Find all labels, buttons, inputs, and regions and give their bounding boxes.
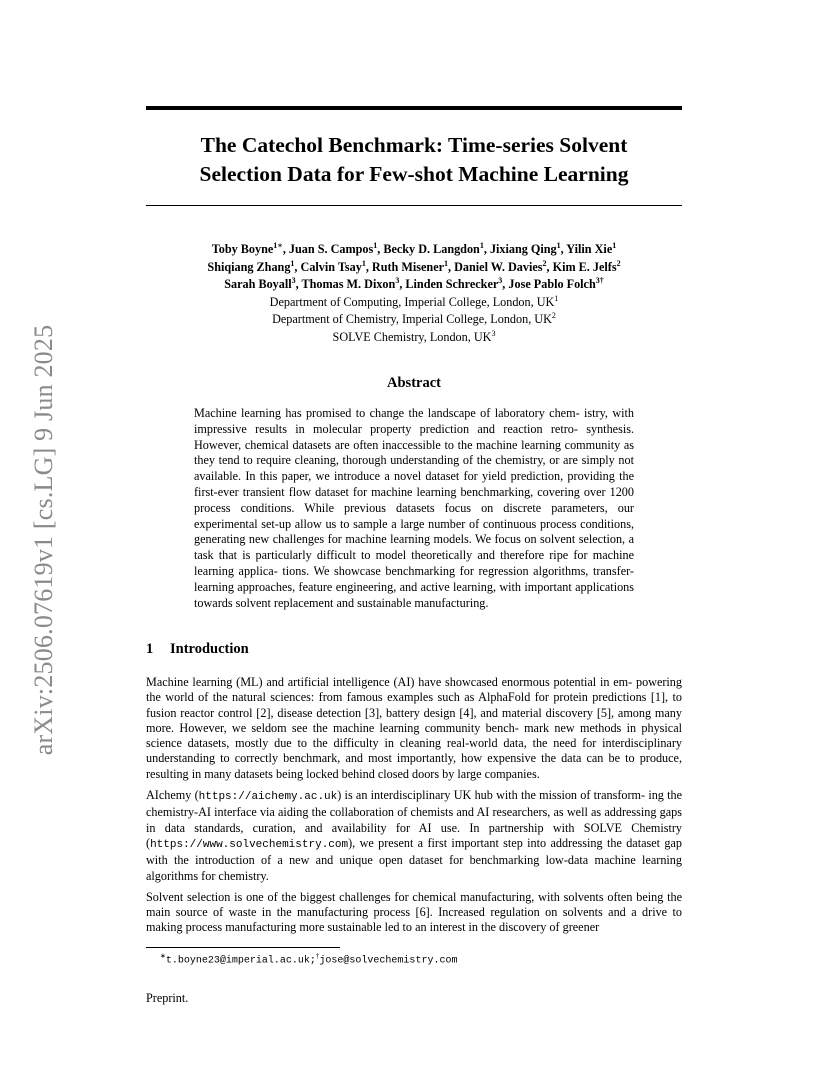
title-line: The Catechol Benchmark: Time-series Solvent [200,133,628,157]
abstract-text [194,406,634,611]
affiliation: SOLVE Chemistry, London, $UK^3$ [332,328,496,344]
author-affiliation-mark: 1∗ [273,240,283,250]
author-name: , Ruth Misener [365,259,445,274]
author-affiliation-mark: 3 [291,276,296,286]
title-top-rule [146,106,682,110]
author-affiliation-mark: 1 [290,258,295,268]
author-name: , Juan S. Campos [282,242,374,256]
text-line: large companies. [457,766,540,781]
text-line: for yield prediction, providing the first-ever transient flow dataset for machine [194,469,634,499]
text-line: machine learning models. We focus on solvent selection, a task that is particularly [194,532,634,563]
section-number: 1 [146,641,154,657]
author-name: , Daniel W. Davies [448,259,543,274]
text-line: tions. We showcase benchmarking for regression algorithms, transfer-learning [194,563,634,594]
abstract-heading: Abstract [387,375,441,391]
author-affiliation-mark: 2 [542,258,547,268]
text-line: being the main source of waste in the manufacturing process [6]. Increased regulation on solvents and [146,889,682,920]
author-affiliation-mark: 1 [556,240,561,250]
author-affiliation-mark: 1 [479,240,484,250]
paper-title [146,131,682,189]
footer-label: Preprint. [146,991,189,1005]
author-name: , Calvin Tsay [294,259,362,274]
author-block [146,241,682,347]
author-name: , Linden Schrecker [399,277,499,292]
author-name: Sarah Boyall [224,277,292,292]
text-line: mark new methods in physical science datasets, mostly due to the difficulty in cleaning real-world [146,720,682,751]
author-affiliation-mark: 3† [595,276,604,286]
author-affiliation-mark: 2 [616,258,621,268]
title-line: Selection Data for Few-shot Machine Learning [199,162,629,186]
paragraph [146,890,682,936]
affiliation: Department of Computing, Imperial College, London, $UK^1$ [269,293,559,309]
text-line: data, the need for interdisciplinary understanding to correctly benchmark, and most importantly, how [146,736,682,766]
text-line: difficult to model theoretically and therefore ripe for machine learning applica- [194,548,634,578]
affiliation: Department of Chemistry, Imperial College, London, $UK^2$ [272,311,556,327]
text-line: discovery [5], among many more. However, we seldom see the machine learning community bench- [146,705,682,735]
text-line: datasets focus on discrete parameters, our experimental set-up allow us to sample [194,500,634,531]
author-name: , Yilin Xie [560,242,613,256]
text-line: istry, with impressive results in molecular property prediction and reaction retro- [194,406,634,436]
text-line: expensive the data can be to produce, resulting in many datasets being locked behind closed doors by [146,751,682,781]
author-affiliation-mark: 1 [373,240,378,250]
affiliation-list [146,294,682,347]
author-affiliation-mark: 1 [444,258,449,268]
paragraph: AIchemy (https://aichemy.ac.uk) is an interdisciplinary UK hub with the mission of transform- ing the chemistry-AI interface via aiding the collaboration of chemists and AI researchers, as well as addressing gaps in data standards, curation, and availability for AI use. In partnership with SOLVE Chemistry (https://www.solvechemistry.com), we present a first important step into addressing the dataset gap with the introduction of a new and unique open dataset for benchmarking low-data machine learning algorithms for chemistry. [146,788,683,883]
text-line: learning benchmarking, covering over 1200 process conditions. While previous [194,484,634,515]
body-text [146,675,682,942]
text-line: learning community as they tend to require cleaning, thorough understanding of the [194,437,634,468]
author-name: , Kim E. Jelfs [546,259,617,274]
text-line: Solvent selection is one of the biggest challenges for chemical manufacturing, with solvents often [146,889,637,904]
author-line [146,276,682,294]
text-line: towards solvent replacement and sustainable manufacturing. [194,595,489,610]
text-line: approaches, feature engineering, and active learning, with important applications [237,579,635,594]
author-affiliation-mark: 3 [395,276,400,286]
paragraph [146,675,682,782]
footnote: ∗t.boyne23@imperial.ac.uk;†jose@solvechemistry.com [160,952,458,967]
title-bottom-rule [146,205,682,206]
text-line: a drive to making process manufacturing more sustainable led to an interest in the discovery of greener [146,905,682,935]
section-title: Introduction [170,641,249,657]
text-line: predictions [1], to fusion reactor control [2], disease detection [3], battery design [4], and material [146,690,682,720]
solve-chemistry-link[interactable]: https://www.solvechemistry.com [150,838,349,851]
author-affiliation-mark: 1 [361,258,366,268]
text-line: chemistry, or are simply not available. In this paper, we introduce a novel dataset [194,453,634,484]
author-name: Shiqiang Zhang [207,259,291,274]
footnote-rule [146,947,340,948]
author-name: , Thomas M. Dixon [295,277,396,292]
author-line [146,259,682,277]
aichemy-link[interactable]: https://aichemy.ac.uk [198,791,338,804]
arxiv-stamp: arXiv:2506.07619v1 [cs.LG] 9 Jun 2025 [29,324,58,756]
text-line: Machine learning (ML) and artificial intelligence (AI) have showcased enormous potential in em- [146,675,636,689]
text-line: synthesis. However, chemical datasets are often inaccessible to the machine [194,421,634,452]
author-line [146,241,682,259]
author-name: Toby Boyne [211,242,274,256]
author-name: , Becky D. Langdon [377,242,480,256]
email-link[interactable]: t.boyne23@imperial.ac.uk [165,955,310,967]
text-line: Machine learning has promised to change the landscape of laboratory chem- [194,406,585,420]
author-name: , Jose Pablo Folch [502,277,596,292]
author-name: , Jixiang Qing [483,242,557,256]
text-line: powering the world of the natural sciences: from famous examples such as AlphaFold for protein [146,675,682,705]
author-affiliation-mark: 1 [612,240,617,250]
section-heading [146,641,249,658]
email-link[interactable]: jose@solvechemistry.com [319,955,458,967]
text-line: a large number of continuous process conditions, generating new challenges for [194,516,634,547]
author-affiliation-mark: 3 [498,276,503,286]
